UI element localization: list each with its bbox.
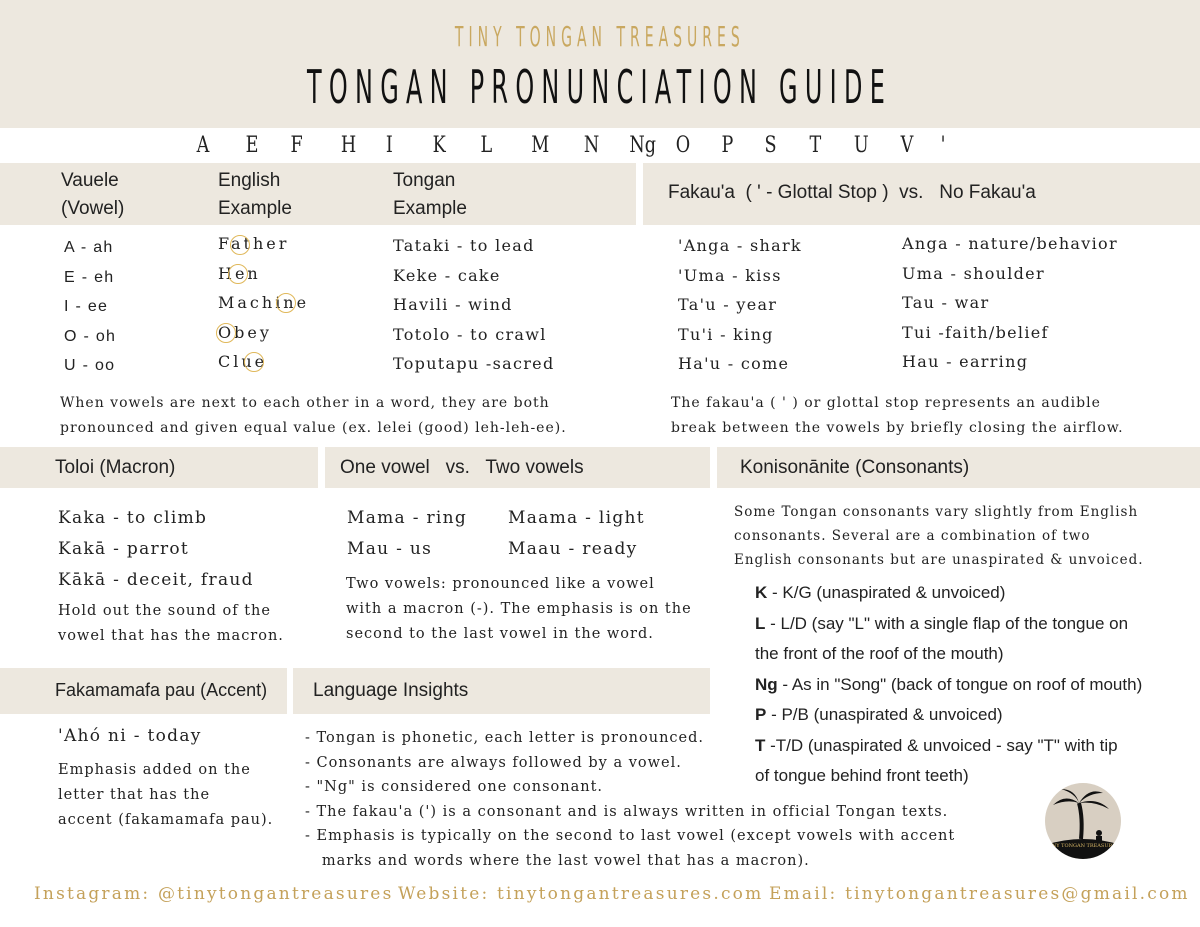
consonants-header: Konisonānite (Consonants) bbox=[740, 457, 970, 478]
insights-list: - Tongan is phonetic, each letter is pronounced. - Consonants are always followed by a vowel. - "Ng" is considered one consonant. - The fakau'a (') is a consonant and is always written in official Tongan texts. - Emphasis is typically on the second to last vowel (except vowels with accent marks and words where the last vowel that has a macron). bbox=[305, 730, 956, 869]
alphabet-letter: I bbox=[385, 133, 393, 158]
consonant-item: P - P/B (unaspirated & unvoiced) bbox=[755, 705, 1003, 724]
alphabet-letter: H bbox=[340, 133, 357, 158]
highlight-circle bbox=[230, 235, 250, 255]
vowel-item: I - ee bbox=[64, 298, 109, 315]
vowel-item: U - oo bbox=[64, 357, 116, 374]
consonant-item: K - K/G (unaspirated & unvoiced) bbox=[755, 583, 1006, 602]
tongan-example: Toputapu -sacred bbox=[393, 354, 555, 373]
english-header: English Example bbox=[218, 170, 292, 219]
accent-header: Fakamamafa pau (Accent) bbox=[55, 680, 268, 700]
logo bbox=[1045, 783, 1121, 859]
macron-note: Hold out the sound of the vowel that has the macron. bbox=[58, 603, 284, 644]
english-example: Obey bbox=[218, 322, 272, 342]
vowel-note: When vowels are next to each other in a word, they are both pronounced and given equal value (ex. lelei (good) leh-leh-ee). bbox=[60, 395, 567, 436]
vowel-item: E - eh bbox=[64, 268, 115, 286]
email-link[interactable]: Email: tinytongantreasures@gmail.com bbox=[769, 884, 1190, 904]
glottal-list: 'Anga - shark 'Uma - kiss Ta'u - year Tu'i - king Ha'u - come bbox=[678, 236, 802, 373]
alphabet-letter: P bbox=[721, 133, 734, 158]
alphabet-letter: S bbox=[764, 133, 777, 158]
highlight-circle bbox=[244, 352, 264, 372]
alphabet-letter: T bbox=[809, 133, 822, 158]
alphabet-letter: A bbox=[196, 133, 210, 158]
consonants-intro: Some Tongan consonants vary slightly from English consonants. Several are a combination of two English consonants but are unaspirated & unvoiced. bbox=[734, 504, 1144, 568]
alphabet-letter: N bbox=[583, 133, 600, 158]
page-title: TONGAN PRONUNCIATION GUIDE bbox=[307, 60, 893, 114]
toloi-header: Toloi (Macron) bbox=[55, 457, 176, 478]
vowel-item: A - ah bbox=[64, 239, 114, 256]
alphabet-letter: O bbox=[675, 133, 691, 158]
consonant-item: the front of the roof of the mouth) bbox=[755, 644, 1004, 663]
english-example: Hen bbox=[218, 263, 261, 283]
accent-example: 'Ahó ni - today bbox=[58, 726, 202, 746]
english-example: Father bbox=[218, 234, 290, 253]
alphabet-letter: L bbox=[480, 133, 493, 158]
alphabet-letter: F bbox=[290, 133, 303, 158]
fakaua-header: Fakau'a ( ' - Glottal Stop ) vs. No Fakau'a bbox=[668, 182, 1036, 203]
tongan-example: Totolo - to crawl bbox=[393, 324, 547, 344]
two-vowel-list: Maama - light Maau - ready bbox=[508, 508, 645, 559]
tongan-header: Tongan Example bbox=[393, 170, 467, 219]
website-link[interactable]: Website: tinytongantreasures.com bbox=[398, 884, 764, 904]
onetwo-note: Two vowels: pronounced like a vowel with a macron (-). The emphasis is on the second to the last vowel in the word. bbox=[346, 576, 692, 642]
alphabet-letter: M bbox=[531, 133, 550, 158]
vowel-header: Vauele (Vowel) bbox=[61, 170, 125, 219]
alphabet-letter: ' bbox=[940, 133, 946, 158]
english-example: Clue bbox=[218, 352, 268, 371]
highlight-circle bbox=[276, 293, 296, 313]
alphabet-letter: E bbox=[245, 133, 259, 158]
vowel-list bbox=[64, 233, 116, 381]
highlight-circle bbox=[216, 323, 236, 343]
tongan-example: Havili - wind bbox=[393, 295, 513, 314]
insights-header: Language Insights bbox=[313, 680, 469, 701]
consonant-item: T -T/D (unaspirated & unvoiced - say "T" with tip bbox=[755, 735, 1118, 755]
one-vowel-list: Mama - ring Mau - us bbox=[347, 508, 468, 559]
logo-text: TINY TONGAN TREASURES bbox=[1046, 843, 1120, 849]
tongan-example-list bbox=[393, 231, 555, 379]
no-glottal-list: Anga - nature/behavior Uma - shoulder Tau - war Tui -faith/belief Hau - earring bbox=[902, 234, 1118, 371]
english-example: Machine bbox=[218, 293, 310, 312]
highlight-circle bbox=[228, 264, 248, 284]
alphabet-row bbox=[0, 133, 1200, 163]
macron-list: Kaka - to climb Kakā - parrot Kākā - deceit, fraud bbox=[58, 508, 254, 590]
consonant-item: Ng - As in "Song" (back of tongue on roof of mouth) bbox=[755, 674, 1143, 694]
instagram-link[interactable]: Instagram: @tinytongantreasures bbox=[34, 884, 394, 904]
brand-name: TINY TONGAN TREASURES bbox=[455, 20, 745, 53]
consonant-item: of tongue behind front teeth) bbox=[755, 766, 969, 785]
alphabet-letter: U bbox=[853, 133, 869, 158]
vowel-item: O - oh bbox=[64, 327, 117, 345]
alphabet-letter: V bbox=[900, 133, 914, 158]
fakaua-note: The fakau'a ( ' ) or glottal stop represents an audible break between the vowels by briefly closing the airflow. bbox=[671, 395, 1124, 436]
alphabet-letter: Ng bbox=[629, 133, 657, 158]
tongan-example: Keke - cake bbox=[393, 265, 501, 285]
onetwo-header: One vowel vs. Two vowels bbox=[340, 457, 584, 478]
consonant-item: L - L/D (say "L" with a single flap of the tongue on bbox=[755, 613, 1129, 633]
accent-note: Emphasis added on the letter that has the accent (fakamamafa pau). bbox=[58, 762, 274, 828]
tongan-example: Tataki - to lead bbox=[393, 236, 535, 255]
alphabet-letter: K bbox=[432, 133, 446, 158]
